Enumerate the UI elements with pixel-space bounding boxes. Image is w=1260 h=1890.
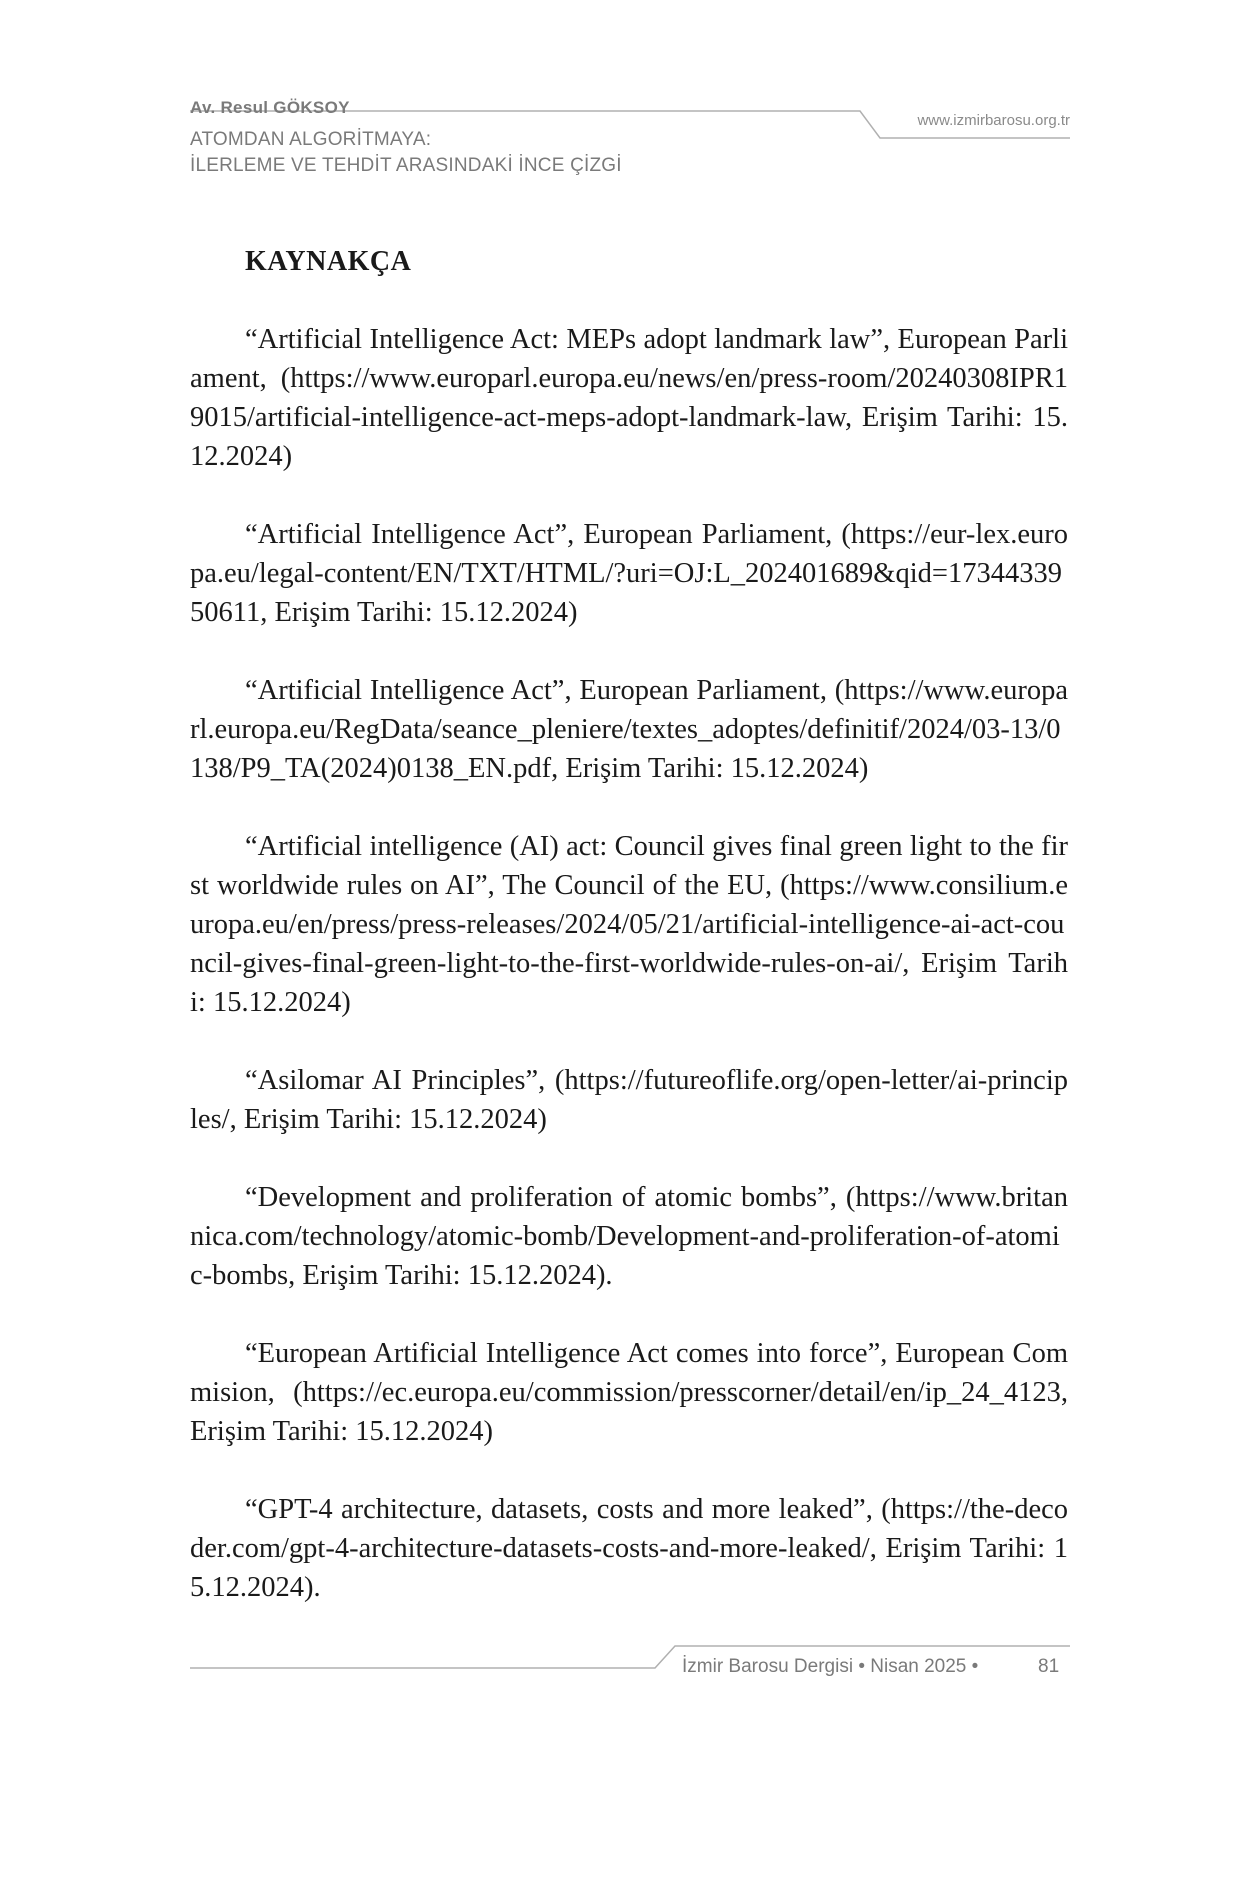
running-footer	[190, 1640, 1070, 1680]
page-number: 81	[1038, 1656, 1060, 1677]
article-title-line-2: İLERLEME VE TEHDİT ARASINDAKİ İNCE ÇİZGİ	[190, 155, 622, 176]
website-url: www.izmirbarosu.org.tr	[917, 112, 1070, 129]
reference-item: “Artificial Intelligence Act: MEPs adopt landmark law”, European Parliament, (https://www.europarl.europa.eu/news/en/press-room/20240308IPR19015/artificial-intelligence-act-meps-adopt-landmark-law, Erişim Tarihi: 15.12.2024)	[190, 324, 1068, 472]
running-header	[190, 98, 1070, 188]
reference-list	[190, 320, 1068, 1646]
section-heading: KAYNAKÇA	[245, 246, 412, 277]
reference-item: “European Artificial Intelligence Act comes into force”, European Commision, (https://ec.europa.eu/commission/presscorner/detail/en/ip_24_4123, Erişim Tarihi: 15.12.2024)	[190, 1338, 1068, 1447]
article-title-line-1: ATOMDAN ALGORİTMAYA:	[190, 129, 432, 150]
reference-item: “Artificial Intelligence Act”, European Parliament, (https://eur-lex.europa.eu/legal-content/EN/TXT/HTML/?uri=OJ:L_202401689&qid=1734433950611, Erişim Tarihi: 15.12.2024)	[190, 519, 1068, 628]
reference-item: “Artificial intelligence (AI) act: Council gives final green light to the first worldwide rules on AI”, The Council of the EU, (https://www.consilium.europa.eu/en/press/press-releases/2024/05/21/artificial-intelligence-ai-act-council-gives-final-green-light-to-the-first-worldwide-rules-on-ai/, Erişim Tarihi: 15.12.2024)	[190, 831, 1068, 1018]
journal-info: İzmir Barosu Dergisi • Nisan 2025 •	[682, 1656, 979, 1677]
reference-item: “Development and proliferation of atomic bombs”, (https://www.britannica.com/technology/atomic-bomb/Development-and-proliferation-of-atomic-bombs, Erişim Tarihi: 15.12.2024).	[190, 1182, 1068, 1291]
reference-item: “Asilomar AI Principles”, (https://futureoflife.org/open-letter/ai-principles/, Erişim Tarihi: 15.12.2024)	[190, 1065, 1068, 1135]
article-title	[190, 127, 622, 179]
author-name: Av. Resul GÖKSOY	[190, 98, 350, 117]
reference-item: “Artificial Intelligence Act”, European Parliament, (https://www.europarl.europa.eu/RegData/seance_pleniere/textes_adoptes/definitif/2024/03-13/0138/P9_TA(2024)0138_EN.pdf, Erişim Tarihi: 15.12.2024)	[190, 675, 1068, 784]
reference-item: “GPT-4 architecture, datasets, costs and more leaked”, (https://the-decoder.com/gpt-4-architecture-datasets-costs-and-more-leaked/, Erişim Tarihi: 15.12.2024).	[190, 1494, 1068, 1603]
